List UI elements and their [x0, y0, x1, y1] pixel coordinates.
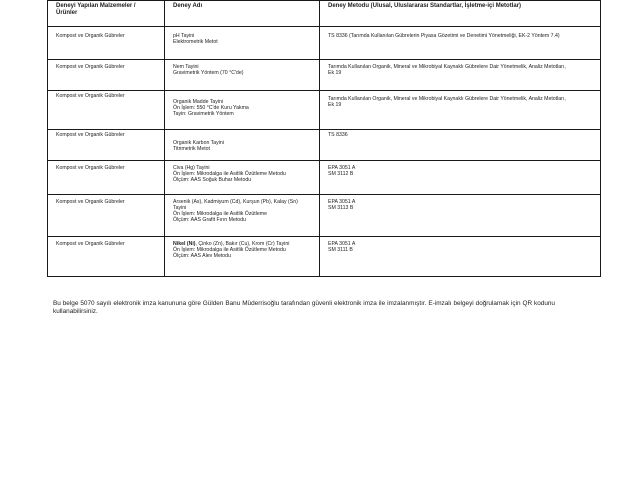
- cell-method: [320, 130, 601, 161]
- material-text: Kompost ve Organik Gübreler: [56, 199, 125, 205]
- test-line: Ölçüm: AAS Soğuk Buhar Metodu: [173, 177, 252, 184]
- header-test: Deney Adı: [165, 1, 320, 27]
- cell-test: [165, 27, 320, 60]
- cell-test: [165, 161, 320, 195]
- table-row: [48, 161, 601, 195]
- material-text: Kompost ve Organik Gübreler: [56, 64, 125, 70]
- cell-material: [48, 161, 165, 195]
- method-line: Ek 19: [328, 102, 342, 109]
- method-line: EPA 3051 A: [328, 165, 356, 171]
- cell-method: [320, 60, 601, 91]
- cell-material: [48, 237, 165, 277]
- material-text: Kompost ve Organik Gübreler: [56, 241, 125, 247]
- test-scope-table: [47, 0, 601, 277]
- cell-material: [48, 27, 165, 60]
- cell-material: [48, 195, 165, 237]
- e-signature-note: Bu belge 5070 sayılı elektronik imza kanununa göre Gülden Banu Müderrisoğlu tarafından güvenli elektronik imza ile imzalanmıştır. E-imzalı belgeyi doğrulamak için QR kodunu kullanabilirsiniz.: [53, 300, 555, 315]
- test-line: Tayin: Gravimetrik Yöntem: [173, 111, 234, 118]
- test-line: Ön İşlem: 550 °C'de Kuru Yakma: [173, 105, 249, 112]
- method-line: Ek 19: [328, 70, 342, 77]
- test-line: Organik Karbon Tayini: [173, 140, 224, 146]
- test-line: Ön İşlem: Mikrodalga ile Asitlik Özütleme Metodu: [173, 247, 286, 254]
- cell-material: [48, 130, 165, 161]
- test-line: pH Tayini: [173, 33, 195, 39]
- cell-test: [165, 91, 320, 130]
- cell-method: [320, 161, 601, 195]
- table-row: [48, 27, 601, 60]
- cell-method: [320, 91, 601, 130]
- cell-material: [48, 60, 165, 91]
- method-line: SM 3112 B: [328, 171, 354, 178]
- cell-material: [48, 91, 165, 130]
- method-line: SM 3113 B: [328, 205, 354, 212]
- header-method: Deney Metodu (Ulusal, Uluslararası Standartlar, İşletme-içi Metotlar): [320, 1, 601, 27]
- cell-test: [165, 195, 320, 237]
- test-line: Nem Tayini: [173, 64, 199, 70]
- test-line-bold: Nikel (Ni): [173, 241, 196, 247]
- table-row: [48, 60, 601, 91]
- test-line: Organik Madde Tayini: [173, 99, 224, 105]
- test-line: Ön İşlem: Mikrodalga ile Asitlik Özütleme Metodu: [173, 171, 286, 178]
- table-row: [48, 195, 601, 237]
- test-line: Arsenik (As), Kadmiyum (Cd), Kurşun (Pb), Kalay (Sn): [173, 199, 298, 205]
- table-row: [48, 130, 601, 161]
- test-line-rest: , Çinko (Zn), Bakır (Cu), Krom (Cr) Tayini: [195, 241, 290, 247]
- cell-method: [320, 195, 601, 237]
- method-line: SM 3111 B: [328, 247, 353, 254]
- table-header-row: [48, 1, 601, 27]
- test-line: Ölçüm: AAS Alev Metodu: [173, 253, 231, 260]
- material-text: Kompost ve Organik Gübreler: [56, 165, 125, 171]
- test-line: Civa (Hg) Tayini: [173, 165, 210, 171]
- method-line: EPA 3051 A: [328, 241, 356, 247]
- table-row: [48, 237, 601, 277]
- method-line: TS 8336: [328, 132, 348, 138]
- material-text: Kompost ve Organik Gübreler: [56, 132, 125, 138]
- material-text: Kompost ve Organik Gübreler: [56, 93, 125, 99]
- method-line: EPA 3051 A: [328, 199, 356, 205]
- material-text: Kompost ve Organik Gübreler: [56, 33, 125, 39]
- header-material: Deneyi Yapılan Malzemeler / Ürünler: [48, 1, 165, 27]
- test-line: Gravimetrik Yöntem (70 °C'de): [173, 70, 244, 77]
- table-row: [48, 91, 601, 130]
- cell-test: [165, 60, 320, 91]
- test-line: Ön İşlem: Mikrodalga ile Asitlik Özütleme: [173, 211, 267, 218]
- method-line: TS 8336 (Tarımda Kullanılan Gübrelerin Piyasa Gözetimi ve Denetimi Yönetmeliği, EK-2 Yöntem 7.4): [328, 33, 560, 39]
- method-line: Tarımda Kullanılan Organik, Mineral ve Mikrobiyal Kaynaklı Gübrelere Dair Yönetmelik, Analiz Metotları,: [328, 96, 566, 102]
- cell-test: [165, 130, 320, 161]
- test-line: Elektrometrik Metot: [173, 39, 218, 46]
- method-line: Tarımda Kullanılan Organik, Mineral ve Mikrobiyal Kaynaklı Gübrelere Dair Yönetmelik, Analiz Metotları,: [328, 64, 566, 70]
- test-line: Tayini: [173, 205, 187, 212]
- cell-method: [320, 237, 601, 277]
- cell-test: [165, 237, 320, 277]
- test-line: Ölçüm: AAS Grafit Fırın Metodu: [173, 217, 246, 224]
- cell-method: [320, 27, 601, 60]
- test-line: Titrimetrik Metot: [173, 146, 210, 153]
